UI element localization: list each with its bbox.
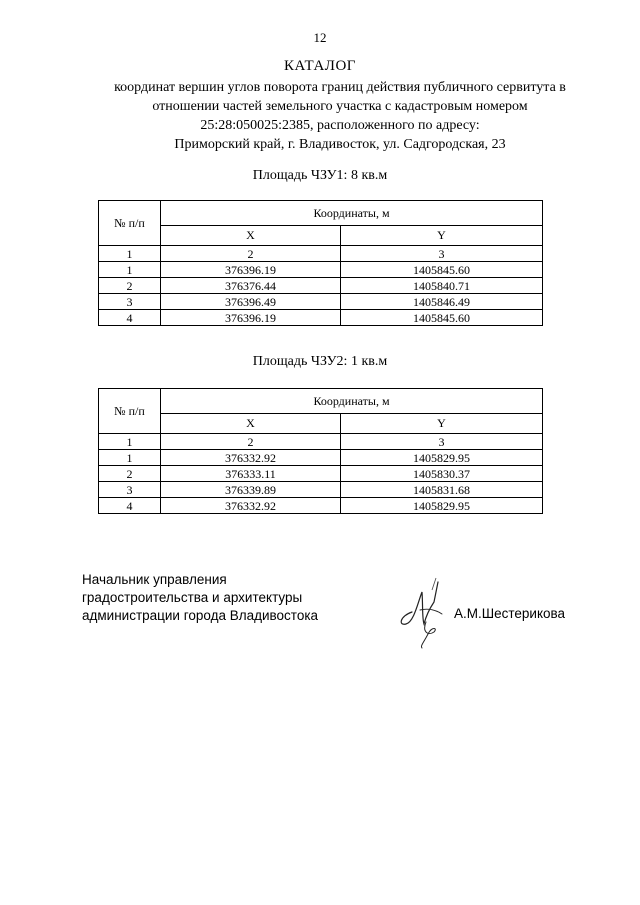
table-cell: 4 [99,498,161,514]
header-coordinates: Координаты, м [161,201,543,226]
header-coordinates: Координаты, м [161,389,543,414]
table-cell: 1405831.68 [341,482,543,498]
table-cell: 2 [99,466,161,482]
table-cell: 1405840.71 [341,278,543,294]
table-cell: 2 [161,434,341,450]
coordinates-table-1 [98,200,543,326]
area-title-1: Площадь ЧЗУ1: 8 кв.м [252,168,388,183]
table-cell: 376396.19 [161,310,341,326]
table-cell: 376396.49 [161,294,341,310]
table-cell: 3 [341,434,543,450]
table-row [99,262,543,278]
table-cell: 376332.92 [161,450,341,466]
signer-name: А.М.Шестерикова [454,606,566,621]
header-x: X [161,413,341,433]
handwritten-signature [392,572,452,650]
table-row [99,278,543,294]
area-title-2: Площадь ЧЗУ2: 1 кв.м [252,354,388,369]
table-row [99,294,543,310]
table-row [99,466,543,482]
catalog-subtitle [60,78,620,154]
header-y: Y [341,413,543,433]
table-cell: 376333.11 [161,466,341,482]
table-cell: 2 [161,246,341,262]
coordinates-table-2 [98,388,543,514]
table-row [99,450,543,466]
table-cell: 376376.44 [161,278,341,294]
table-cell: 1405830.37 [341,466,543,482]
catalog-title: КАТАЛОГ [284,58,356,74]
table-cell: 1405829.95 [341,498,543,514]
index-row [99,434,543,450]
header-np: № п/п [99,389,161,434]
table-cell: 1 [99,434,161,450]
table-cell: 3 [99,294,161,310]
table-row [99,498,543,514]
header-x: X [161,225,341,245]
table-row [99,310,543,326]
signer-position-line: Начальник управления [82,572,227,587]
table-row [99,482,543,498]
table-cell: 376396.19 [161,262,341,278]
index-row [99,246,543,262]
table-cell: 1 [99,450,161,466]
table-cell: 1 [99,246,161,262]
table-cell: 1405845.60 [341,262,543,278]
table-cell: 1405846.49 [341,294,543,310]
table-cell: 2 [99,278,161,294]
header-np: № п/п [99,201,161,246]
subtitle-line: координат вершин углов поворота границ действия публичного сервитута в [114,80,566,95]
subtitle-line: 25:28:050025:2385, расположенного по адресу: [200,118,480,133]
subtitle-line: Приморский край, г. Владивосток, ул. Садгородская, 23 [174,137,506,152]
signer-position-line: администрации города Владивостока [82,608,319,623]
table-cell: 1 [99,262,161,278]
page-number: 12 [313,30,327,45]
table-cell: 1405845.60 [341,310,543,326]
signer-position-line: градостроительства и архитектуры [82,590,303,605]
signer-position [82,571,318,625]
header-y: Y [341,225,543,245]
table-cell: 3 [99,482,161,498]
table-cell: 3 [341,246,543,262]
table-cell: 1405829.95 [341,450,543,466]
table-cell: 376332.92 [161,498,341,514]
table-cell: 4 [99,310,161,326]
table-cell: 376339.89 [161,482,341,498]
subtitle-line: отношении частей земельного участка с кадастровым номером [152,99,528,114]
